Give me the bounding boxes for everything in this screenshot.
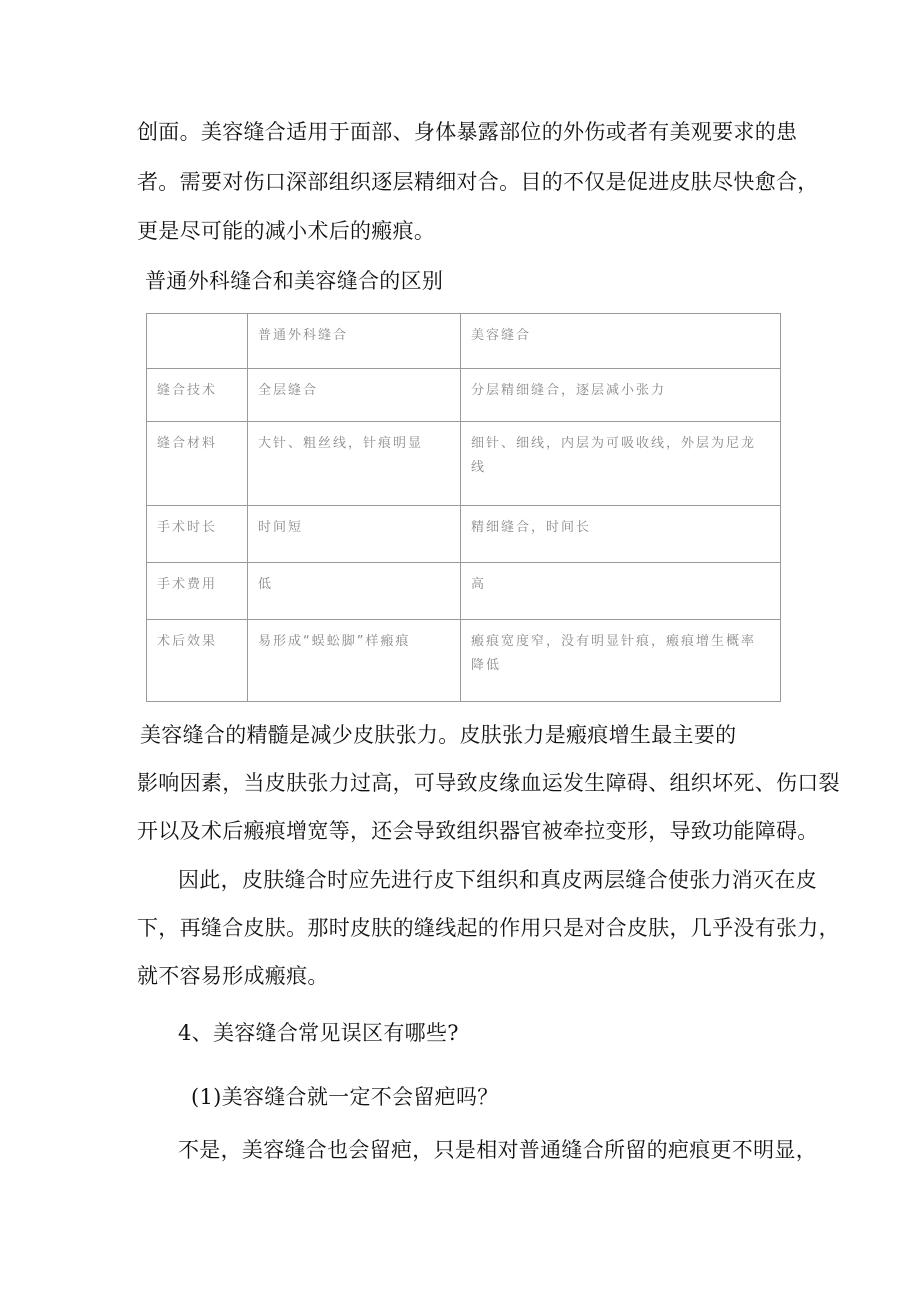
- table-cell: 分层精细缝合，逐层减小张力: [461, 369, 781, 422]
- section-heading: 4、美容缝合常见误区有哪些?: [178, 1021, 459, 1045]
- table-cell: 全层缝合: [248, 369, 461, 422]
- table-row-label: 术后效果: [147, 620, 248, 702]
- table-row: [147, 563, 781, 620]
- paragraph-1-line-2: 者。需要对伤口深部组织逐层精细对合。目的不仅是促进皮肤尽快愈合，: [137, 170, 819, 194]
- paragraph-3-line-3: 就不容易形成瘢痕。: [137, 964, 329, 988]
- answer-line: 不是，美容缝合也会留疤，只是相对普通缝合所留的疤痕更不明显，: [178, 1138, 817, 1162]
- table-row: [147, 620, 781, 702]
- table-header-row: [147, 314, 781, 369]
- table-cell: 时间短: [248, 505, 461, 562]
- table-caption: 普通外科缝合和美容缝合的区别: [145, 269, 444, 293]
- table-row: [147, 369, 781, 422]
- table-header-cell: 美容缝合: [461, 314, 781, 369]
- table-cell: 高: [461, 563, 781, 620]
- table-row-label: 缝合材料: [147, 422, 248, 506]
- table-header-cell: [147, 314, 248, 369]
- paragraph-3-line-1: 因此，皮肤缝合时应先进行皮下组织和真皮两层缝合使张力消灭在皮: [178, 868, 817, 892]
- table-header-cell: 普通外科缝合: [248, 314, 461, 369]
- paragraph-1-line-1: 创面。美容缝合适用于面部、身体暴露部位的外伤或者有美观要求的患: [137, 120, 798, 144]
- table-cell: 大针、粗丝线，针痕明显: [248, 422, 461, 506]
- paragraph-2-line-2: 影响因素，当皮肤张力过高，可导致皮缘血运发生障碍、组织坏死、伤口裂: [137, 771, 840, 795]
- table-cell: 易形成“蜈蚣脚”样瘢痕: [248, 620, 461, 702]
- table-row: [147, 422, 781, 506]
- paragraph-1-line-3: 更是尽可能的减小术后的瘢痕。: [137, 219, 436, 243]
- paragraph-3-line-2: 下，再缝合皮肤。那时皮肤的缝线起的作用只是对合皮肤，几乎没有张力，: [137, 916, 840, 940]
- paragraph-2-line-1: 美容缝合的精髓是减少皮肤张力。皮肤张力是瘢痕增生最主要的: [140, 723, 737, 747]
- table-row-label: 手术费用: [147, 563, 248, 620]
- table-cell: 细针、细线，内层为可吸收线，外层为尼龙线: [461, 422, 781, 506]
- question-heading: (1)美容缝合就一定不会留疤吗？: [191, 1085, 499, 1109]
- table-row: [147, 505, 781, 562]
- paragraph-2-line-3: 开以及术后瘢痕增宽等，还会导致组织器官被牵拉变形，导致功能障碍。: [137, 819, 819, 843]
- table-cell: 瘢痕宽度窄，没有明显针痕，瘢痕增生概率降低: [461, 620, 781, 702]
- table-row-label: 手术时长: [147, 505, 248, 562]
- table-cell: 精细缝合，时间长: [461, 505, 781, 562]
- table-cell: 低: [248, 563, 461, 620]
- comparison-table: [146, 313, 781, 702]
- table-row-label: 缝合技术: [147, 369, 248, 422]
